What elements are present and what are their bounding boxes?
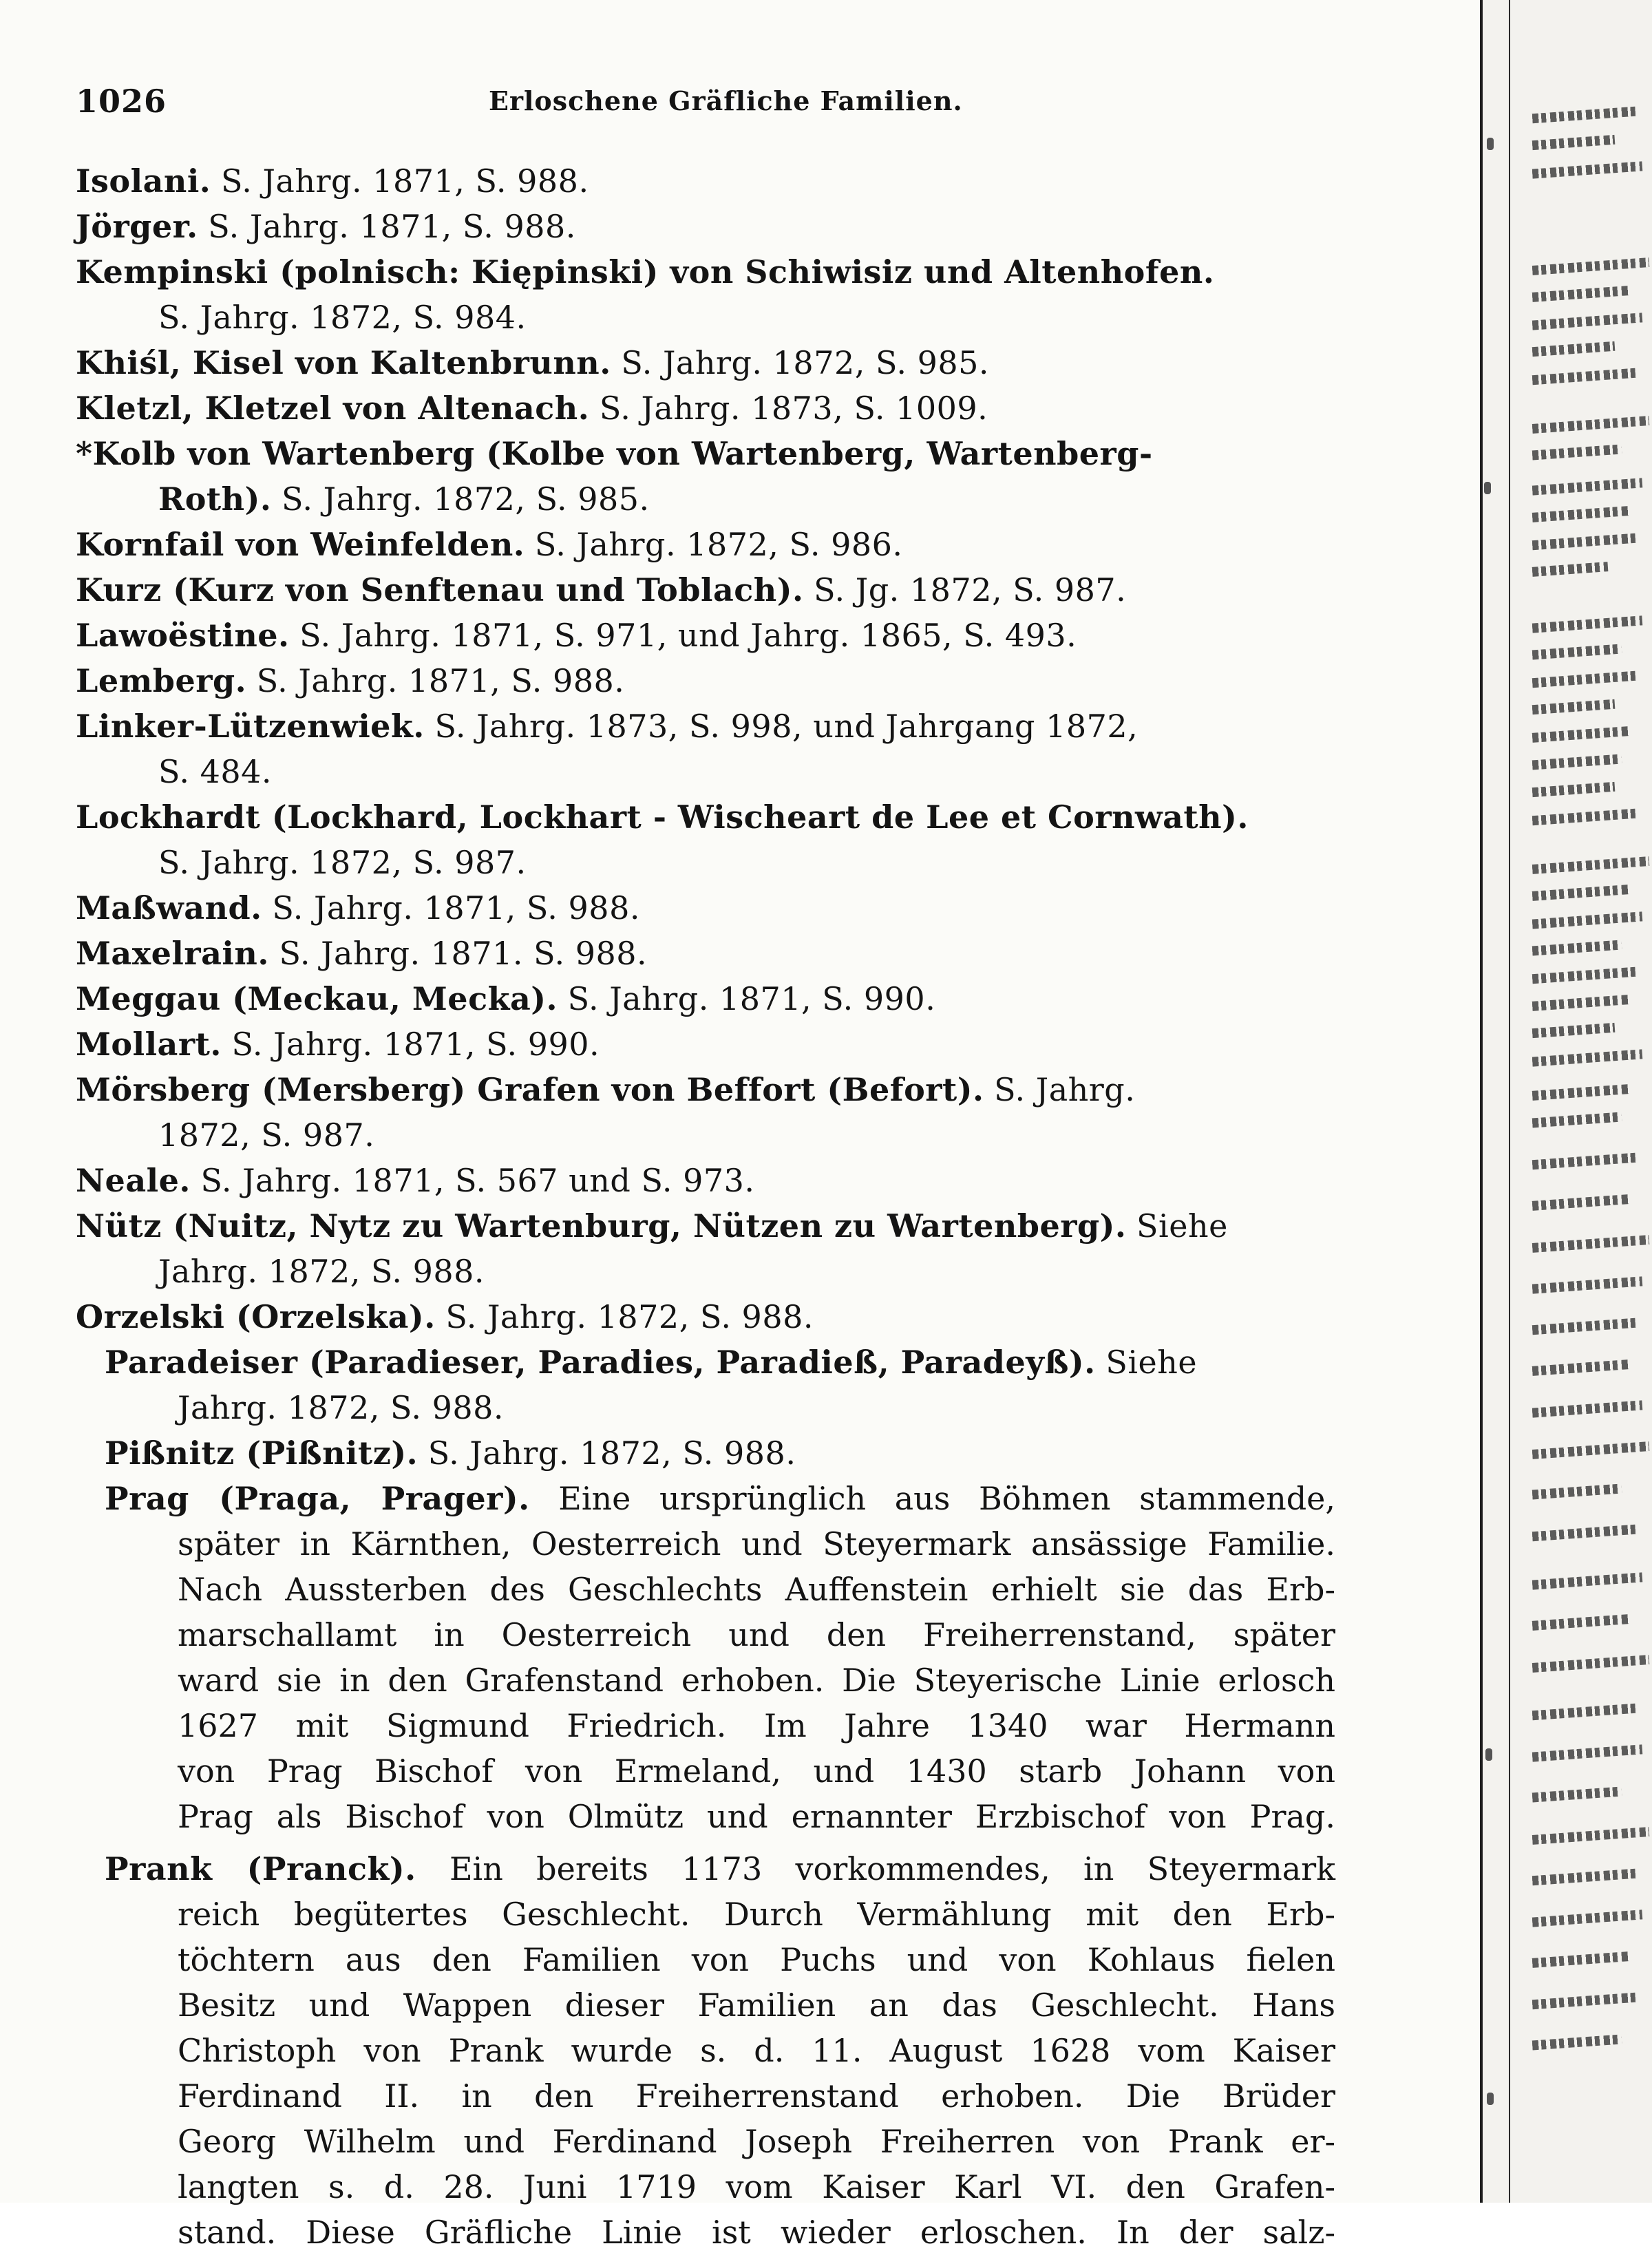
- fragment-text-stroke: [1532, 1655, 1650, 1673]
- fragment-text-stroke: [1532, 1614, 1629, 1631]
- entry-ref-cont: 1872, S. 987.: [158, 1116, 375, 1154]
- entry-name: Mörsberg (Mersberg) Grafen von Beffort (Befort).: [76, 1071, 984, 1108]
- fragment-text-stroke: [1532, 1049, 1643, 1066]
- column-rule: [1509, 0, 1510, 2203]
- entry-name: Kornfail von Weinfelden.: [76, 526, 525, 563]
- fragment-text-stroke: [1532, 313, 1643, 330]
- entry-ref: Siehe: [1105, 1344, 1198, 1381]
- entry-name: Mollart.: [76, 1026, 222, 1063]
- entry-name: Neale.: [76, 1162, 191, 1199]
- fragment-text-stroke: [1532, 726, 1629, 743]
- page-number: 1026: [76, 83, 167, 120]
- fragment-text-stroke: [1532, 257, 1650, 275]
- entry-lemberg: [76, 658, 1335, 703]
- fragment-text-stroke: [1532, 782, 1616, 797]
- entry-ref: S. Jahrg.: [994, 1071, 1136, 1108]
- fragment-text-stroke: [1532, 1400, 1643, 1417]
- ink-speck: [1487, 138, 1494, 150]
- running-title: Erloschene Gräfliche Familien.: [489, 85, 963, 116]
- entry-moersberg: [76, 1067, 1335, 1158]
- entry-ref: S. Jahrg. 1871, S. 990.: [567, 980, 936, 1017]
- fragment-text-stroke: [1532, 1359, 1629, 1376]
- entry-text: Ein bereits 1173 vorkommendes, in Steyermark: [449, 1850, 1336, 1887]
- fragment-text-stroke: [1532, 1744, 1643, 1761]
- entry-name: Kempinski (polnisch: Kiępinski) von Schiwisiz und Altenhofen.: [76, 253, 1215, 290]
- entry-ref: S. Jahrg. 1872, S. 985.: [621, 344, 990, 381]
- entry-name: Lockhardt (Lockhard, Lockhart - Wischeart de Lee et Cornwath).: [76, 798, 1249, 836]
- entry-text: stand. Diese Gräfliche Linie ist wieder erloschen. In der salz-: [178, 2214, 1335, 2251]
- entry-text: reich begütertes Geschlecht. Durch Vermählung mit den Erb-: [178, 1896, 1335, 1933]
- fragment-text-stroke: [1532, 416, 1650, 434]
- entry-lawoestine: [76, 613, 1335, 658]
- entry-text: töchtern aus den Familien von Puchs und von Kohlaus fielen: [178, 1941, 1335, 1978]
- entry-text: später in Kärnthen, Oesterreich und Steyermark ansässige Familie.: [178, 1525, 1335, 1563]
- entry-linker: [76, 703, 1335, 794]
- ink-speck: [1485, 1748, 1492, 1761]
- fragment-text-stroke: [1532, 1786, 1622, 1802]
- page-header: [76, 83, 1315, 124]
- fragment-text-stroke: [1532, 699, 1616, 714]
- entry-text: von Prag Bischof von Ermeland, und 1430 starb Johann von: [178, 1753, 1335, 1790]
- entry-ref: Siehe: [1136, 1207, 1228, 1245]
- entry-isolani: [76, 158, 1335, 204]
- entry-ref: S. Jahrg. 1871, S. 988.: [208, 208, 576, 245]
- fragment-text-stroke: [1532, 368, 1636, 385]
- entry-ref: S. Jahrg. 1871. S. 988.: [279, 935, 648, 972]
- fragment-text-stroke: [1532, 1153, 1636, 1169]
- entry-kletzl: [76, 385, 1335, 431]
- entry-mollart: [76, 1021, 1335, 1067]
- fragment-text-stroke: [1532, 911, 1643, 929]
- entry-name: Jörger.: [76, 208, 198, 245]
- entry-joerger: [76, 204, 1335, 249]
- entry-pissnitz: [76, 1430, 1335, 1476]
- entry-ref: S. Jahrg. 1872, S. 985.: [282, 480, 650, 518]
- entry-ref: S. Jahrg. 1871, S. 990.: [231, 1026, 600, 1063]
- fragment-text-stroke: [1532, 478, 1643, 495]
- fragment-text-stroke: [1532, 1827, 1650, 1845]
- entry-maxelrain: [76, 931, 1335, 976]
- entry-name-cont: Roth).: [158, 480, 272, 518]
- entry-name: Isolani.: [76, 162, 211, 200]
- ink-speck: [1487, 2093, 1494, 2105]
- entry-name: Orzelski (Orzelska).: [76, 1298, 436, 1335]
- fragment-text-stroke: [1532, 444, 1622, 460]
- entry-ref: S. Jahrg. 1871, S. 988.: [220, 162, 589, 200]
- fragment-text-stroke: [1532, 1441, 1650, 1459]
- entry-text: ward sie in den Grafenstand erhoben. Die Steyerische Linie erlosch: [178, 1662, 1335, 1699]
- entry-text: Ferdinand II. in den Freiherrenstand erhoben. Die Brüder: [178, 2077, 1335, 2115]
- entry-list: [76, 158, 1335, 2255]
- entry-ref: S. Jahrg. 1871, S. 971, und Jahrg. 1865, S. 493.: [299, 617, 1077, 654]
- entry-name: Pißnitz (Pißnitz).: [105, 1434, 419, 1472]
- fragment-text-stroke: [1532, 506, 1629, 522]
- fragment-text-stroke: [1532, 615, 1643, 633]
- entry-name: Nütz (Nuitz, Nytz zu Wartenburg, Nützen zu Wartenberg).: [76, 1207, 1127, 1245]
- entry-neale: [76, 1158, 1335, 1203]
- entry-name: Prank (Pranck).: [105, 1850, 416, 1887]
- fragment-text-stroke: [1532, 1704, 1636, 1720]
- entry-ref: S. Jahrg. 1872, S. 984.: [158, 299, 527, 336]
- entry-name: Meggau (Meckau, Mecka).: [76, 980, 558, 1017]
- fragment-text-stroke: [1532, 1318, 1636, 1335]
- entry-name: Paradeiser (Paradieser, Paradies, Paradieß, Paradeyß).: [105, 1344, 1096, 1381]
- fragment-text-stroke: [1532, 533, 1636, 550]
- entry-paradeiser: [76, 1340, 1335, 1430]
- fragment-text-stroke: [1532, 2034, 1622, 2050]
- fragment-text-stroke: [1532, 1869, 1636, 1885]
- entry-ref: S. Jahrg. 1871, S. 567 und S. 973.: [200, 1162, 755, 1199]
- fragment-text-stroke: [1532, 562, 1609, 577]
- fragment-text-stroke: [1532, 809, 1636, 825]
- entry-khisl: [76, 340, 1335, 385]
- fragment-text-stroke: [1532, 1909, 1643, 1927]
- entry-text: Christoph von Prank wurde s. d. 11. August 1628 vom Kaiser: [178, 2032, 1335, 2069]
- entry-kolb: [76, 431, 1335, 522]
- fragment-text-stroke: [1532, 1993, 1636, 2009]
- entry-kornfail: [76, 522, 1335, 567]
- entry-name: *Kolb von Wartenberg (Kolbe von Wartenberg, Wartenberg-: [76, 435, 1153, 472]
- entry-ref-cont: S. 484.: [158, 753, 273, 790]
- fragment-text-stroke: [1532, 107, 1636, 123]
- fragment-text-stroke: [1532, 1023, 1616, 1038]
- fragment-text-stroke: [1532, 940, 1622, 955]
- entry-ref: S. Jg. 1872, S. 987.: [814, 571, 1127, 608]
- entry-ref: S. Jahrg. 1872, S. 988.: [445, 1298, 814, 1335]
- entry-ref: S. Jahrg. 1872, S. 986.: [534, 526, 903, 563]
- entry-text: Besitz und Wappen dieser Familien an das Geschlecht. Hans: [178, 1987, 1335, 2024]
- entry-text: 1627 mit Sigmund Friedrich. Im Jahre 1340 war Hermann: [178, 1707, 1335, 1744]
- entry-name: Kletzl, Kletzel von Altenach.: [76, 390, 590, 427]
- entry-name: Khiśl, Kisel von Kaltenbrunn.: [76, 344, 611, 381]
- entry-ref: S. Jahrg. 1872, S. 988.: [427, 1434, 796, 1472]
- entry-ref: S. Jahrg. 1871, S. 988.: [272, 889, 640, 927]
- fragment-text-stroke: [1532, 341, 1616, 357]
- entry-name: Lemberg.: [76, 662, 247, 699]
- entry-prag: [76, 1476, 1335, 1839]
- entry-ref: S. Jahrg. 1873, S. 998, und Jahrgang 1872,: [434, 708, 1139, 745]
- entry-text: Georg Wilhelm und Ferdinand Joseph Freiherren von Prank er-: [178, 2123, 1335, 2160]
- entry-prank: [76, 1846, 1335, 2255]
- fragment-text-stroke: [1532, 754, 1622, 770]
- fragment-text-stroke: [1532, 967, 1636, 984]
- entry-name: Prag (Praga, Prager).: [105, 1480, 530, 1517]
- fragment-text-stroke: [1532, 995, 1629, 1011]
- entry-nuetz: [76, 1203, 1335, 1294]
- fragment-text-stroke: [1532, 286, 1629, 302]
- entry-meggau: [76, 976, 1335, 1021]
- entry-ref-cont: Jahrg. 1872, S. 988.: [178, 1389, 505, 1426]
- entry-text: Prag als Bischof von Olmütz und ernannter Erzbischof von Prag.: [178, 1798, 1335, 1835]
- fragment-line: [1531, 203, 1652, 222]
- fragment-text-stroke: [1532, 1112, 1622, 1128]
- fragment-text-stroke: [1532, 856, 1650, 874]
- entry-ref: S. Jahrg. 1872, S. 987.: [158, 844, 527, 881]
- entry-lockhardt: [76, 794, 1335, 885]
- entry-orzelski: [76, 1294, 1335, 1340]
- entry-name: Lawoëstine.: [76, 617, 290, 654]
- entry-text: langten s. d. 28. Juni 1719 vom Kaiser Karl VI. den Grafen-: [178, 2168, 1335, 2205]
- fragment-text-stroke: [1532, 1483, 1622, 1499]
- fragment-text-stroke: [1532, 1525, 1636, 1541]
- adjacent-page-fragment: [1480, 0, 1652, 2203]
- entry-kempinski: [76, 249, 1335, 340]
- entry-text: marschallamt in Oesterreich und den Freiherrenstand, später: [178, 1616, 1335, 1653]
- entry-masswand: [76, 885, 1335, 931]
- fragment-text-stroke: [1532, 671, 1636, 688]
- fragment-text-stroke: [1532, 1951, 1629, 1968]
- ink-speck: [1484, 482, 1491, 494]
- fragment-text-stroke: [1532, 1235, 1650, 1253]
- entry-name: Linker-Lützenwiek.: [76, 708, 425, 745]
- entry-kurz: [76, 567, 1335, 613]
- fragment-text-stroke: [1532, 885, 1629, 901]
- fragment-text-stroke: [1532, 1572, 1643, 1589]
- entry-name: Maxelrain.: [76, 935, 269, 972]
- fragment-text-stroke: [1532, 644, 1622, 659]
- fragment-text-stroke: [1532, 1276, 1643, 1293]
- entry-ref: S. Jahrg. 1871, S. 988.: [256, 662, 625, 699]
- fragment-text-stroke: [1532, 1194, 1629, 1211]
- entry-text: Nach Aussterben des Geschlechts Auffenstein erhielt sie das Erb-: [178, 1571, 1335, 1608]
- entry-text: Eine ursprünglich aus Böhmen stammende,: [558, 1480, 1335, 1517]
- entry-name: Maßwand.: [76, 889, 262, 927]
- entry-ref: S. Jahrg. 1873, S. 1009.: [599, 390, 988, 427]
- fragment-text-stroke: [1532, 1084, 1629, 1101]
- entry-name: Kurz (Kurz von Senftenau und Toblach).: [76, 571, 804, 608]
- entry-ref-cont: Jahrg. 1872, S. 988.: [158, 1253, 485, 1290]
